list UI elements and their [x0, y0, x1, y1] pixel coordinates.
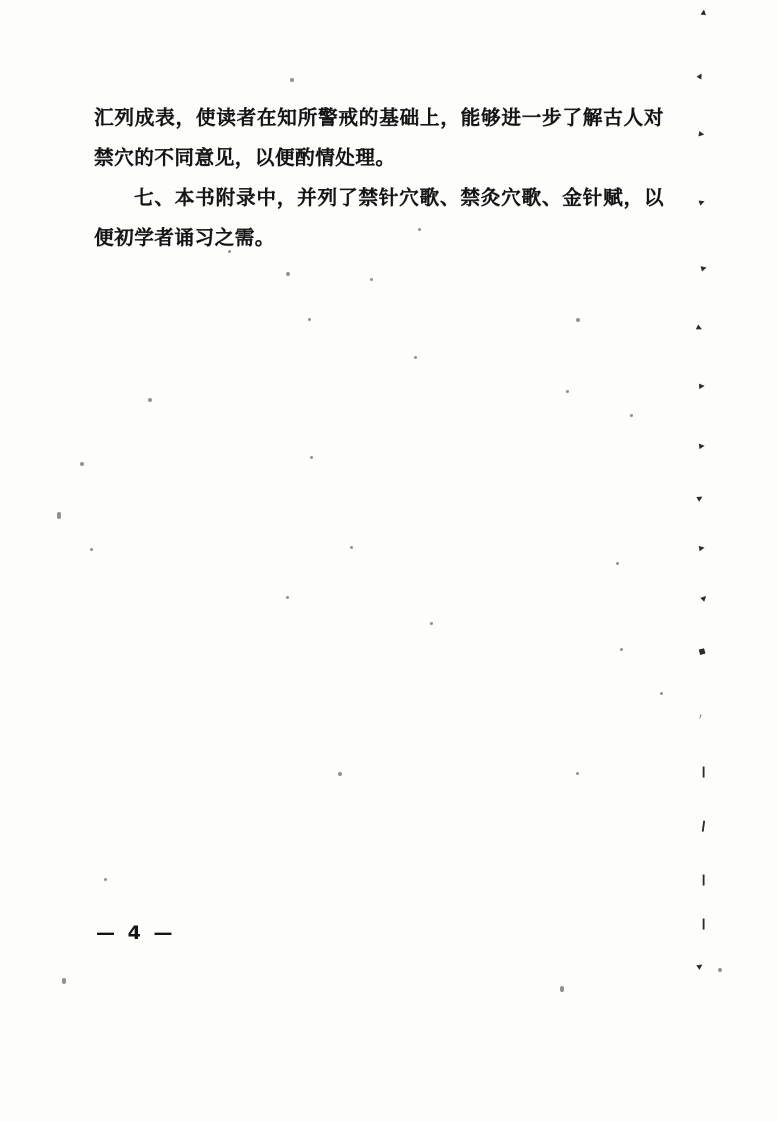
scan-speckle — [616, 562, 619, 565]
scan-speckle — [414, 356, 417, 359]
paragraph: 汇列成表，使读者在知所警戒的基础上，能够进一步了解古人对禁穴的不同意见，以便酌情处理。 — [94, 106, 664, 169]
scan-speckle — [62, 978, 66, 984]
scan-mark: ▸ — [694, 490, 706, 505]
scan-mark: ▸ — [696, 194, 707, 209]
scan-speckle — [286, 272, 290, 276]
scan-mark: ▸ — [692, 69, 707, 82]
scan-speckle — [620, 648, 623, 651]
page-number: — 4 — — [96, 922, 176, 944]
scan-mark: ▸ — [694, 320, 706, 335]
scan-mark: ❙ — [699, 917, 709, 930]
scan-mark: ▸ — [697, 126, 706, 141]
scan-speckle — [90, 548, 93, 551]
scan-mark: ▸ — [697, 540, 706, 555]
scan-speckle — [576, 318, 580, 322]
scan-speckle — [660, 692, 663, 695]
scan-speckle — [418, 228, 421, 231]
scan-mark: ❙ — [699, 765, 709, 778]
right-edge-scan-marks — [689, 0, 719, 1122]
scan-mark: ▸ — [693, 958, 706, 973]
scan-speckle — [718, 968, 722, 972]
scan-mark: ▪ — [695, 646, 710, 657]
page-text-body — [94, 98, 664, 258]
scan-mark: ▸ — [698, 438, 706, 453]
scan-mark: ❙ — [698, 818, 710, 833]
scan-mark: ▸ — [699, 260, 709, 275]
scan-speckle — [338, 772, 342, 776]
scan-speckle — [630, 414, 633, 417]
scan-speckle — [57, 512, 61, 519]
scan-speckle — [80, 462, 84, 466]
scan-speckle — [286, 596, 289, 599]
scan-mark: ▸ — [698, 378, 706, 393]
scan-mark: ❙ — [699, 873, 709, 886]
scan-speckle — [370, 278, 373, 281]
scan-speckle — [430, 622, 433, 625]
scan-speckle — [350, 546, 353, 549]
scan-speckle — [560, 986, 564, 992]
scan-speckle — [566, 390, 569, 393]
scan-mark: ▸ — [697, 590, 711, 605]
scan-speckle — [290, 78, 294, 82]
scan-mark: ▴ — [700, 4, 708, 19]
scan-speckle — [308, 318, 311, 321]
scan-speckle — [228, 250, 231, 253]
scan-speckle — [104, 878, 107, 881]
paragraph: 七、本书附录中，并列了禁针穴歌、禁灸穴歌、金针赋，以便初学者诵习之需。 — [94, 186, 664, 249]
scan-speckle — [576, 772, 579, 775]
scan-mark: ᵎ — [696, 711, 704, 724]
scan-speckle — [310, 456, 313, 459]
scan-speckle — [148, 398, 152, 402]
